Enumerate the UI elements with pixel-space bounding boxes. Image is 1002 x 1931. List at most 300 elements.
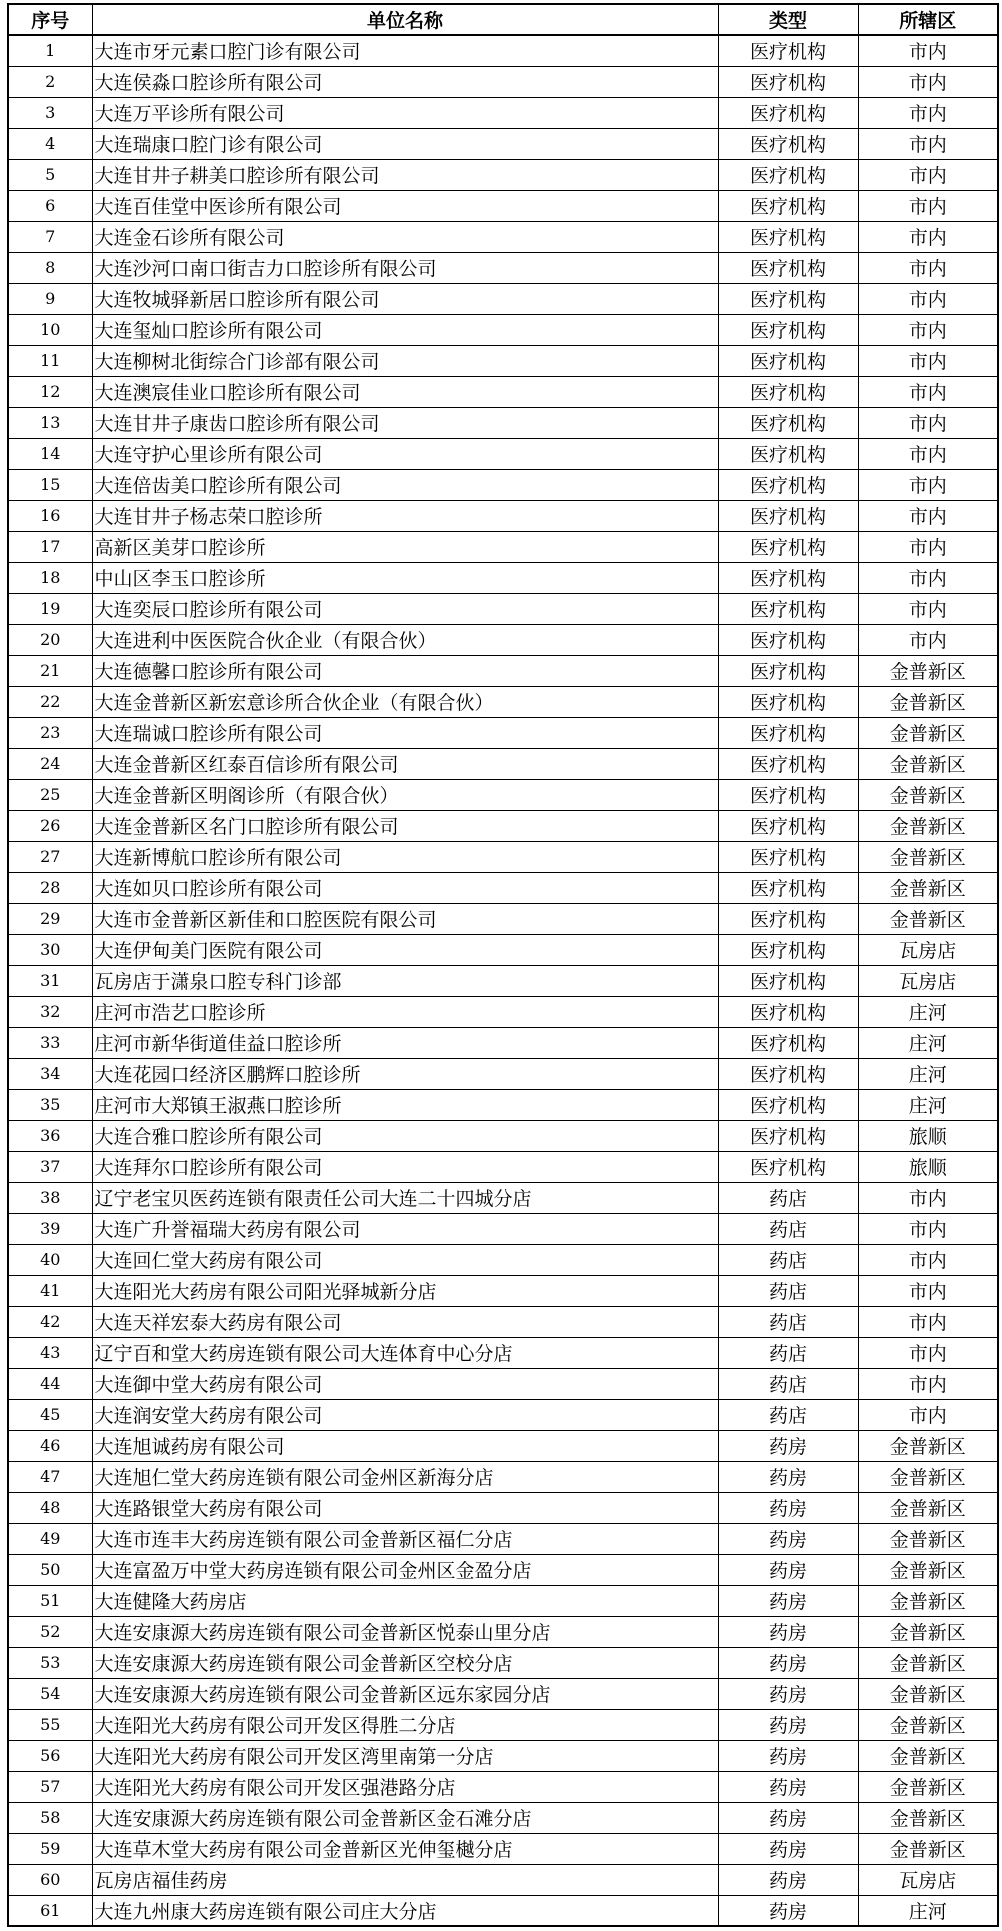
cell-district: 市内 — [858, 190, 998, 221]
cell-district: 金普新区 — [858, 1771, 998, 1802]
cell-unit-name: 大连九州康大药房连锁有限公司庄大分店 — [92, 1895, 718, 1926]
cell-unit-name: 大连旭仁堂大药房连锁有限公司金州区新海分店 — [92, 1461, 718, 1492]
cell-type: 医疗机构 — [718, 748, 858, 779]
cell-unit-name: 大连侯淼口腔诊所有限公司 — [92, 66, 718, 97]
cell-unit-name: 大连健隆大药房店 — [92, 1585, 718, 1616]
cell-type: 药店 — [718, 1337, 858, 1368]
table-row — [8, 1275, 998, 1306]
cell-type: 医疗机构 — [718, 252, 858, 283]
cell-district: 市内 — [858, 1213, 998, 1244]
table-row — [8, 748, 998, 779]
cell-district: 金普新区 — [858, 1461, 998, 1492]
cell-district: 市内 — [858, 283, 998, 314]
table-row — [8, 1213, 998, 1244]
cell-type: 药房 — [718, 1740, 858, 1771]
cell-unit-name: 大连德馨口腔诊所有限公司 — [92, 655, 718, 686]
table-row — [8, 531, 998, 562]
cell-district: 金普新区 — [858, 872, 998, 903]
cell-district: 市内 — [858, 221, 998, 252]
cell-serial-number: 24 — [8, 748, 92, 779]
table-row — [8, 1523, 998, 1554]
cell-type: 药店 — [718, 1399, 858, 1430]
cell-type: 医疗机构 — [718, 438, 858, 469]
cell-type: 医疗机构 — [718, 314, 858, 345]
cell-serial-number: 5 — [8, 159, 92, 190]
table-row — [8, 1833, 998, 1864]
cell-serial-number: 2 — [8, 66, 92, 97]
cell-type: 医疗机构 — [718, 531, 858, 562]
header-unit-name: 单位名称 — [92, 4, 718, 35]
cell-district: 市内 — [858, 624, 998, 655]
cell-serial-number: 44 — [8, 1368, 92, 1399]
cell-unit-name: 大连如贝口腔诊所有限公司 — [92, 872, 718, 903]
cell-district: 金普新区 — [858, 810, 998, 841]
cell-serial-number: 3 — [8, 97, 92, 128]
cell-serial-number: 23 — [8, 717, 92, 748]
table-row — [8, 779, 998, 810]
cell-serial-number: 17 — [8, 531, 92, 562]
cell-type: 医疗机构 — [718, 965, 858, 996]
cell-type: 药房 — [718, 1430, 858, 1461]
cell-serial-number: 19 — [8, 593, 92, 624]
table-body — [8, 35, 998, 1926]
cell-type: 医疗机构 — [718, 593, 858, 624]
cell-district: 市内 — [858, 252, 998, 283]
cell-serial-number: 27 — [8, 841, 92, 872]
cell-unit-name: 大连柳树北街综合门诊部有限公司 — [92, 345, 718, 376]
cell-type: 药房 — [718, 1461, 858, 1492]
cell-unit-name: 辽宁百和堂大药房连锁有限公司大连体育中心分店 — [92, 1337, 718, 1368]
cell-type: 药店 — [718, 1306, 858, 1337]
cell-serial-number: 18 — [8, 562, 92, 593]
cell-type: 医疗机构 — [718, 841, 858, 872]
cell-serial-number: 40 — [8, 1244, 92, 1275]
cell-serial-number: 10 — [8, 314, 92, 345]
header-type: 类型 — [718, 4, 858, 35]
cell-serial-number: 20 — [8, 624, 92, 655]
cell-district: 市内 — [858, 1182, 998, 1213]
cell-unit-name: 大连玺灿口腔诊所有限公司 — [92, 314, 718, 345]
cell-serial-number: 41 — [8, 1275, 92, 1306]
header-row — [8, 4, 998, 35]
cell-serial-number: 46 — [8, 1430, 92, 1461]
table-row — [8, 66, 998, 97]
cell-type: 药房 — [718, 1895, 858, 1926]
cell-unit-name: 庄河市大郑镇王淑燕口腔诊所 — [92, 1089, 718, 1120]
cell-district: 金普新区 — [858, 748, 998, 779]
cell-type: 药店 — [718, 1275, 858, 1306]
cell-district: 市内 — [858, 35, 998, 66]
cell-unit-name: 大连旭诚药房有限公司 — [92, 1430, 718, 1461]
cell-unit-name: 庄河市浩艺口腔诊所 — [92, 996, 718, 1027]
cell-serial-number: 9 — [8, 283, 92, 314]
cell-serial-number: 16 — [8, 500, 92, 531]
cell-district: 庄河 — [858, 1089, 998, 1120]
cell-serial-number: 6 — [8, 190, 92, 221]
table-row — [8, 562, 998, 593]
table-row — [8, 655, 998, 686]
table-row — [8, 1244, 998, 1275]
cell-serial-number: 56 — [8, 1740, 92, 1771]
cell-serial-number: 35 — [8, 1089, 92, 1120]
table-row — [8, 1585, 998, 1616]
cell-type: 医疗机构 — [718, 624, 858, 655]
table-row — [8, 1740, 998, 1771]
cell-unit-name: 高新区美芽口腔诊所 — [92, 531, 718, 562]
cell-unit-name: 大连沙河口南口街吉力口腔诊所有限公司 — [92, 252, 718, 283]
cell-type: 药房 — [718, 1523, 858, 1554]
cell-unit-name: 大连守护心里诊所有限公司 — [92, 438, 718, 469]
table-row — [8, 1895, 998, 1926]
cell-unit-name: 大连回仁堂大药房有限公司 — [92, 1244, 718, 1275]
table-row — [8, 593, 998, 624]
table-row — [8, 1306, 998, 1337]
table-row — [8, 934, 998, 965]
cell-serial-number: 29 — [8, 903, 92, 934]
cell-serial-number: 54 — [8, 1678, 92, 1709]
table-row — [8, 624, 998, 655]
table-row — [8, 1678, 998, 1709]
table-row — [8, 376, 998, 407]
cell-district: 金普新区 — [858, 1678, 998, 1709]
cell-district: 市内 — [858, 1337, 998, 1368]
cell-type: 医疗机构 — [718, 469, 858, 500]
cell-type: 医疗机构 — [718, 1120, 858, 1151]
cell-type: 医疗机构 — [718, 872, 858, 903]
cell-district: 市内 — [858, 531, 998, 562]
cell-district: 市内 — [858, 128, 998, 159]
cell-unit-name: 大连金普新区新宏意诊所合伙企业（有限合伙） — [92, 686, 718, 717]
cell-unit-name: 大连安康源大药房连锁有限公司金普新区悦泰山里分店 — [92, 1616, 718, 1647]
table-row — [8, 1802, 998, 1833]
cell-unit-name: 大连富盈万中堂大药房连锁有限公司金州区金盈分店 — [92, 1554, 718, 1585]
cell-unit-name: 大连润安堂大药房有限公司 — [92, 1399, 718, 1430]
cell-serial-number: 60 — [8, 1864, 92, 1895]
cell-unit-name: 大连拜尔口腔诊所有限公司 — [92, 1151, 718, 1182]
cell-serial-number: 55 — [8, 1709, 92, 1740]
cell-type: 医疗机构 — [718, 1151, 858, 1182]
cell-unit-name: 大连广升誉福瑞大药房有限公司 — [92, 1213, 718, 1244]
cell-type: 医疗机构 — [718, 1027, 858, 1058]
cell-district: 市内 — [858, 500, 998, 531]
table-row — [8, 190, 998, 221]
cell-serial-number: 48 — [8, 1492, 92, 1523]
cell-district: 金普新区 — [858, 1585, 998, 1616]
cell-type: 药店 — [718, 1368, 858, 1399]
cell-unit-name: 瓦房店福佳药房 — [92, 1864, 718, 1895]
cell-unit-name: 大连花园口经济区鹏辉口腔诊所 — [92, 1058, 718, 1089]
cell-district: 市内 — [858, 97, 998, 128]
cell-serial-number: 39 — [8, 1213, 92, 1244]
cell-serial-number: 26 — [8, 810, 92, 841]
cell-type: 医疗机构 — [718, 779, 858, 810]
cell-district: 市内 — [858, 66, 998, 97]
cell-serial-number: 1 — [8, 35, 92, 66]
table-row — [8, 965, 998, 996]
cell-type: 医疗机构 — [718, 283, 858, 314]
table-row — [8, 1647, 998, 1678]
cell-unit-name: 大连市连丰大药房连锁有限公司金普新区福仁分店 — [92, 1523, 718, 1554]
table-row — [8, 469, 998, 500]
cell-type: 医疗机构 — [718, 190, 858, 221]
cell-unit-name: 大连甘井子康齿口腔诊所有限公司 — [92, 407, 718, 438]
cell-unit-name: 大连万平诊所有限公司 — [92, 97, 718, 128]
table-row — [8, 1089, 998, 1120]
cell-type: 药房 — [718, 1771, 858, 1802]
cell-district: 金普新区 — [858, 903, 998, 934]
cell-district: 市内 — [858, 314, 998, 345]
cell-type: 医疗机构 — [718, 221, 858, 252]
cell-type: 医疗机构 — [718, 128, 858, 159]
cell-unit-name: 大连阳光大药房有限公司开发区得胜二分店 — [92, 1709, 718, 1740]
cell-district: 市内 — [858, 159, 998, 190]
table-row — [8, 438, 998, 469]
table-row — [8, 159, 998, 190]
cell-district: 市内 — [858, 438, 998, 469]
cell-district: 金普新区 — [858, 779, 998, 810]
cell-district: 金普新区 — [858, 1430, 998, 1461]
header-district: 所辖区 — [858, 4, 998, 35]
cell-unit-name: 大连路银堂大药房有限公司 — [92, 1492, 718, 1523]
table-row — [8, 1461, 998, 1492]
table-row — [8, 903, 998, 934]
cell-type: 医疗机构 — [718, 500, 858, 531]
table-row — [8, 1554, 998, 1585]
table-row — [8, 872, 998, 903]
table-row — [8, 128, 998, 159]
table-row — [8, 500, 998, 531]
cell-serial-number: 28 — [8, 872, 92, 903]
cell-type: 药房 — [718, 1647, 858, 1678]
table-row — [8, 283, 998, 314]
cell-type: 药店 — [718, 1213, 858, 1244]
cell-serial-number: 22 — [8, 686, 92, 717]
cell-serial-number: 58 — [8, 1802, 92, 1833]
cell-unit-name: 瓦房店于潇泉口腔专科门诊部 — [92, 965, 718, 996]
cell-serial-number: 51 — [8, 1585, 92, 1616]
cell-unit-name: 庄河市新华街道佳益口腔诊所 — [92, 1027, 718, 1058]
cell-unit-name: 大连百佳堂中医诊所有限公司 — [92, 190, 718, 221]
cell-unit-name: 大连安康源大药房连锁有限公司金普新区金石滩分店 — [92, 1802, 718, 1833]
table-row — [8, 345, 998, 376]
cell-serial-number: 4 — [8, 128, 92, 159]
cell-unit-name: 大连伊甸美门医院有限公司 — [92, 934, 718, 965]
cell-serial-number: 45 — [8, 1399, 92, 1430]
table-header — [8, 4, 998, 35]
cell-type: 医疗机构 — [718, 810, 858, 841]
cell-serial-number: 38 — [8, 1182, 92, 1213]
table-row — [8, 810, 998, 841]
cell-district: 瓦房店 — [858, 934, 998, 965]
cell-district: 金普新区 — [858, 1616, 998, 1647]
cell-type: 医疗机构 — [718, 159, 858, 190]
table-row — [8, 407, 998, 438]
cell-unit-name: 大连天祥宏泰大药房有限公司 — [92, 1306, 718, 1337]
table-row — [8, 1058, 998, 1089]
cell-unit-name: 大连澳宸佳业口腔诊所有限公司 — [92, 376, 718, 407]
cell-serial-number: 12 — [8, 376, 92, 407]
cell-unit-name: 大连安康源大药房连锁有限公司金普新区空校分店 — [92, 1647, 718, 1678]
cell-serial-number: 31 — [8, 965, 92, 996]
table-row — [8, 717, 998, 748]
cell-unit-name: 大连金普新区名门口腔诊所有限公司 — [92, 810, 718, 841]
cell-district: 市内 — [858, 407, 998, 438]
cell-district: 瓦房店 — [858, 965, 998, 996]
table-row — [8, 314, 998, 345]
cell-district: 市内 — [858, 562, 998, 593]
cell-serial-number: 8 — [8, 252, 92, 283]
cell-serial-number: 15 — [8, 469, 92, 500]
header-serial-number: 序号 — [8, 4, 92, 35]
cell-type: 医疗机构 — [718, 1089, 858, 1120]
cell-serial-number: 43 — [8, 1337, 92, 1368]
cell-serial-number: 36 — [8, 1120, 92, 1151]
cell-unit-name: 大连甘井子杨志荣口腔诊所 — [92, 500, 718, 531]
cell-unit-name: 大连草木堂大药房有限公司金普新区光伸玺樾分店 — [92, 1833, 718, 1864]
cell-unit-name: 大连牧城驿新居口腔诊所有限公司 — [92, 283, 718, 314]
cell-type: 药房 — [718, 1833, 858, 1864]
cell-serial-number: 53 — [8, 1647, 92, 1678]
cell-type: 药店 — [718, 1244, 858, 1275]
cell-type: 药房 — [718, 1709, 858, 1740]
cell-district: 市内 — [858, 376, 998, 407]
cell-serial-number: 50 — [8, 1554, 92, 1585]
table-row — [8, 1337, 998, 1368]
cell-type: 医疗机构 — [718, 66, 858, 97]
cell-unit-name: 大连瑞诚口腔诊所有限公司 — [92, 717, 718, 748]
cell-serial-number: 13 — [8, 407, 92, 438]
cell-type: 医疗机构 — [718, 717, 858, 748]
cell-unit-name: 大连甘井子耕美口腔诊所有限公司 — [92, 159, 718, 190]
cell-type: 药房 — [718, 1554, 858, 1585]
cell-serial-number: 7 — [8, 221, 92, 252]
cell-type: 医疗机构 — [718, 903, 858, 934]
cell-type: 医疗机构 — [718, 562, 858, 593]
table-row — [8, 1399, 998, 1430]
cell-serial-number: 42 — [8, 1306, 92, 1337]
cell-district: 金普新区 — [858, 1833, 998, 1864]
cell-serial-number: 21 — [8, 655, 92, 686]
cell-type: 药店 — [718, 1182, 858, 1213]
cell-serial-number: 34 — [8, 1058, 92, 1089]
cell-serial-number: 61 — [8, 1895, 92, 1926]
table-row — [8, 1368, 998, 1399]
cell-district: 旅顺 — [858, 1151, 998, 1182]
table-row — [8, 1771, 998, 1802]
table-row — [8, 1027, 998, 1058]
cell-unit-name: 大连市金普新区新佳和口腔医院有限公司 — [92, 903, 718, 934]
cell-unit-name: 大连合雅口腔诊所有限公司 — [92, 1120, 718, 1151]
table-row — [8, 1616, 998, 1647]
cell-unit-name: 大连金普新区红泰百信诊所有限公司 — [92, 748, 718, 779]
cell-type: 医疗机构 — [718, 934, 858, 965]
cell-unit-name: 大连进利中医医院合伙企业（有限合伙） — [92, 624, 718, 655]
table-row — [8, 35, 998, 66]
cell-district: 瓦房店 — [858, 1864, 998, 1895]
cell-type: 医疗机构 — [718, 35, 858, 66]
cell-type: 药房 — [718, 1585, 858, 1616]
cell-type: 医疗机构 — [718, 376, 858, 407]
cell-district: 金普新区 — [858, 1523, 998, 1554]
cell-serial-number: 11 — [8, 345, 92, 376]
cell-district: 市内 — [858, 593, 998, 624]
table-row — [8, 1709, 998, 1740]
cell-type: 药房 — [718, 1864, 858, 1895]
cell-district: 庄河 — [858, 1027, 998, 1058]
cell-district: 庄河 — [858, 996, 998, 1027]
cell-unit-name: 大连瑞康口腔门诊有限公司 — [92, 128, 718, 159]
cell-district: 市内 — [858, 1368, 998, 1399]
table-row — [8, 996, 998, 1027]
cell-type: 药房 — [718, 1678, 858, 1709]
cell-serial-number: 59 — [8, 1833, 92, 1864]
units-table — [7, 3, 999, 1927]
cell-unit-name: 大连阳光大药房有限公司开发区湾里南第一分店 — [92, 1740, 718, 1771]
cell-unit-name: 大连新博航口腔诊所有限公司 — [92, 841, 718, 872]
table-row — [8, 1492, 998, 1523]
cell-district: 金普新区 — [858, 1554, 998, 1585]
cell-type: 医疗机构 — [718, 97, 858, 128]
table-row — [8, 1182, 998, 1213]
cell-district: 市内 — [858, 1275, 998, 1306]
cell-unit-name: 大连阳光大药房有限公司阳光驿城新分店 — [92, 1275, 718, 1306]
cell-district: 金普新区 — [858, 1492, 998, 1523]
table-row — [8, 841, 998, 872]
cell-serial-number: 30 — [8, 934, 92, 965]
table-row — [8, 1120, 998, 1151]
cell-serial-number: 57 — [8, 1771, 92, 1802]
cell-type: 医疗机构 — [718, 655, 858, 686]
cell-serial-number: 37 — [8, 1151, 92, 1182]
cell-type: 医疗机构 — [718, 686, 858, 717]
cell-serial-number: 33 — [8, 1027, 92, 1058]
table-row — [8, 1151, 998, 1182]
cell-district: 市内 — [858, 345, 998, 376]
cell-unit-name: 大连倍齿美口腔诊所有限公司 — [92, 469, 718, 500]
cell-type: 药房 — [718, 1616, 858, 1647]
cell-serial-number: 32 — [8, 996, 92, 1027]
cell-district: 旅顺 — [858, 1120, 998, 1151]
cell-type: 医疗机构 — [718, 1058, 858, 1089]
table-row — [8, 686, 998, 717]
cell-unit-name: 大连金石诊所有限公司 — [92, 221, 718, 252]
cell-district: 金普新区 — [858, 717, 998, 748]
cell-serial-number: 49 — [8, 1523, 92, 1554]
table-row — [8, 252, 998, 283]
cell-unit-name: 中山区李玉口腔诊所 — [92, 562, 718, 593]
cell-district: 金普新区 — [858, 1802, 998, 1833]
cell-unit-name: 大连阳光大药房有限公司开发区强港路分店 — [92, 1771, 718, 1802]
cell-district: 市内 — [858, 1306, 998, 1337]
cell-type: 医疗机构 — [718, 345, 858, 376]
cell-type: 药房 — [718, 1492, 858, 1523]
cell-unit-name: 大连安康源大药房连锁有限公司金普新区远东家园分店 — [92, 1678, 718, 1709]
cell-type: 医疗机构 — [718, 996, 858, 1027]
cell-district: 金普新区 — [858, 1709, 998, 1740]
cell-unit-name: 大连奕辰口腔诊所有限公司 — [92, 593, 718, 624]
cell-unit-name: 大连金普新区明阁诊所（有限合伙） — [92, 779, 718, 810]
table-row — [8, 1430, 998, 1461]
cell-district: 金普新区 — [858, 686, 998, 717]
cell-district: 市内 — [858, 469, 998, 500]
cell-unit-name: 大连市牙元素口腔门诊有限公司 — [92, 35, 718, 66]
table-row — [8, 1864, 998, 1895]
cell-type: 医疗机构 — [718, 407, 858, 438]
cell-serial-number: 47 — [8, 1461, 92, 1492]
cell-district: 市内 — [858, 1399, 998, 1430]
cell-type: 药房 — [718, 1802, 858, 1833]
cell-district: 金普新区 — [858, 841, 998, 872]
